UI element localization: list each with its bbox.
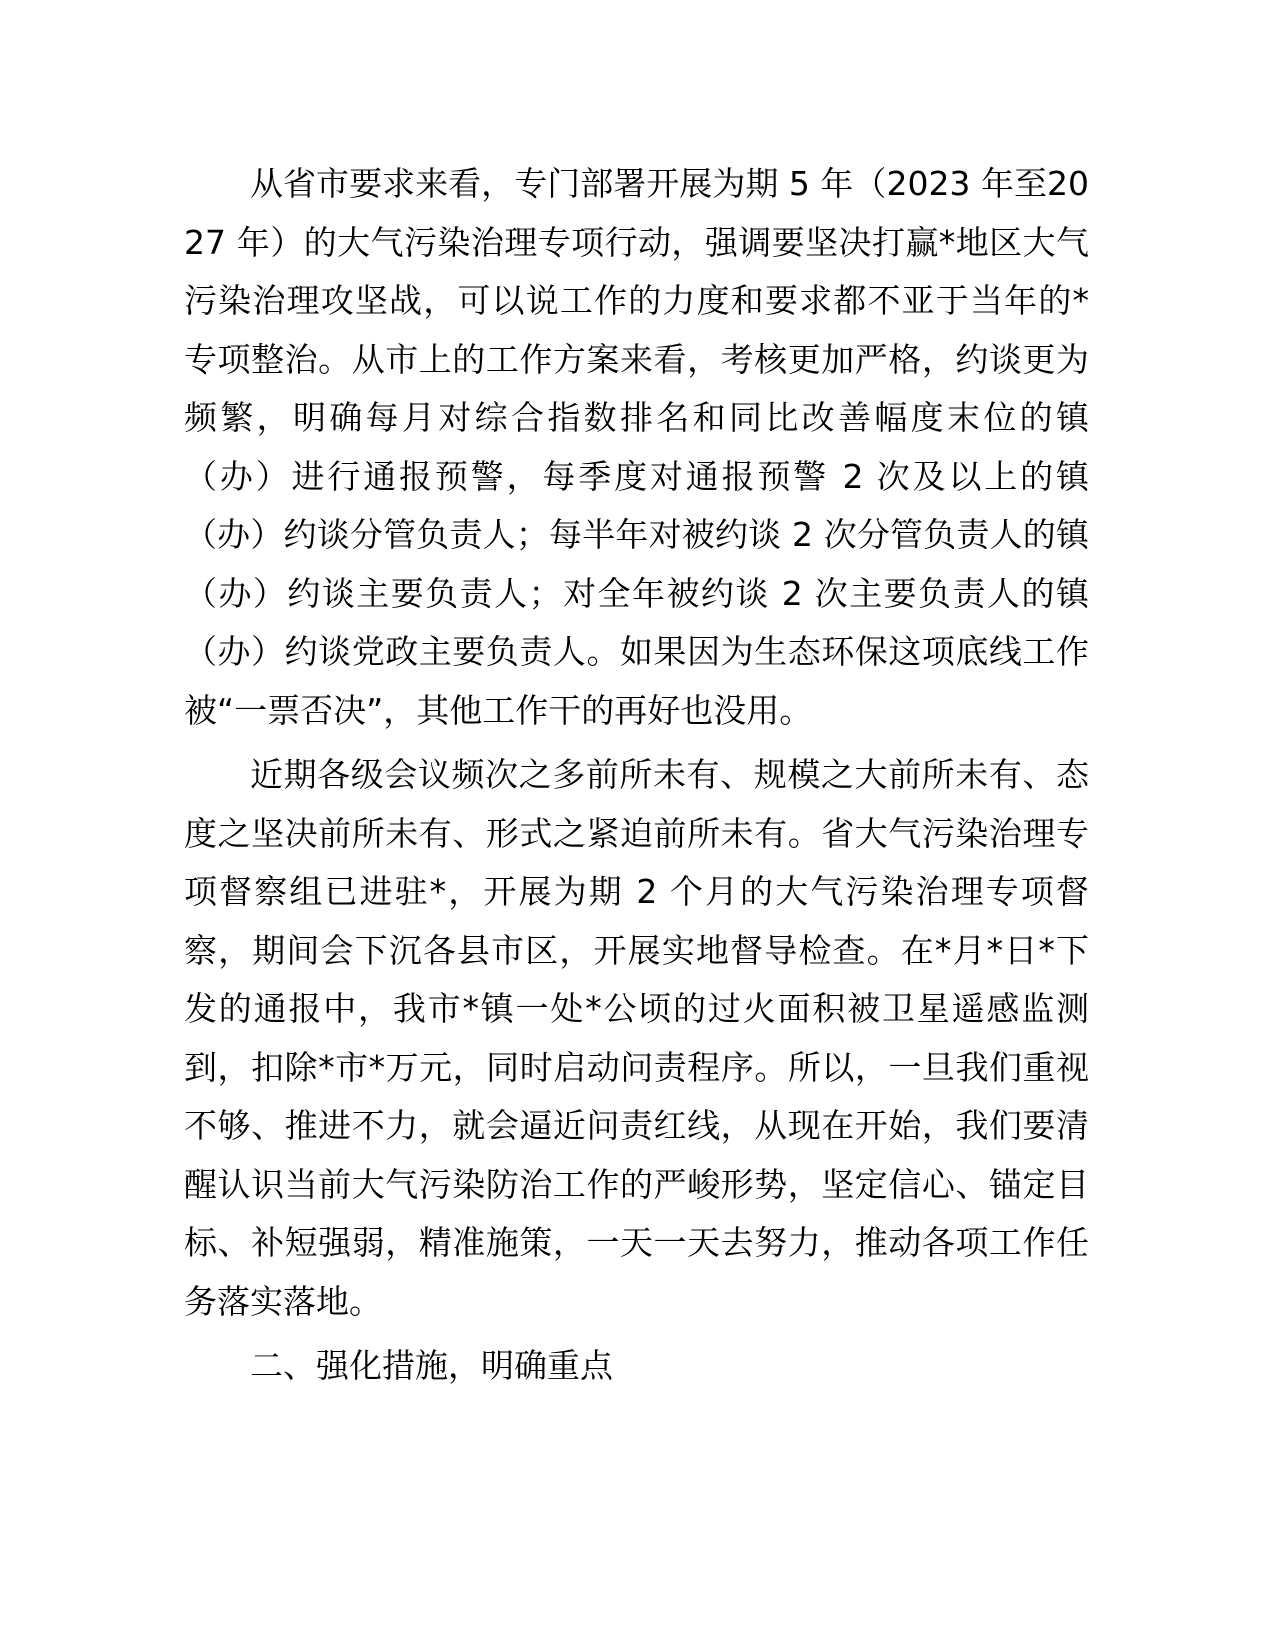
document-body [184, 155, 1089, 1396]
section-heading: 二、强化措施，明确重点 [250, 1346, 613, 1385]
paragraph-provincial-requirements: 从省市要求来看，专门部署开展为期 5 年（2023 年至2027 年）的大气污染治理专项行动，强调要坚决打赢*地区大气污染治理攻坚战，可以说工作的力度和要求都不亚于当年的*专项整治。从市上的工作方案来看，考核更加严格，约谈更为频繁，明确每月对综合指数排名和同比改善幅度末位的镇（办）进行通报预警，每季度对通报预警 2 次及以上的镇（办）约谈分管负责人；每半年对被约谈 2 次分管负责人的镇（办）约谈主要负责人；对全年被约谈 2 次主要负责人的镇（办）约谈党政主要负责人。如果因为生态环保这项底线工作被“一票否决”，其他工作干的再好也没用。 [184, 164, 1089, 730]
paragraph-recent-meetings: 近期各级会议频次之多前所未有、规模之大前所未有、态度之坚决前所未有、形式之紧迫前所未有。省大气污染治理专项督察组已进驻*，开展为期 2 个月的大气污染治理专项督察，期间会下沉各县市区，开展实地督导检查。在*月*日*下发的通报中，我市*镇一处*公顷的过火面积被卫星遥感监测到，扣除*市*万元，同时启动问责程序。所以，一旦我们重视不够、推进不力，就会逼近问责红线，从现在开始，我们要清醒认识当前大气污染防治工作的严峻形势，坚定信心、锚定目标、补短强弱，精准施策，一天一天去努力，推动各项工作任务落实落地。 [184, 755, 1089, 1321]
